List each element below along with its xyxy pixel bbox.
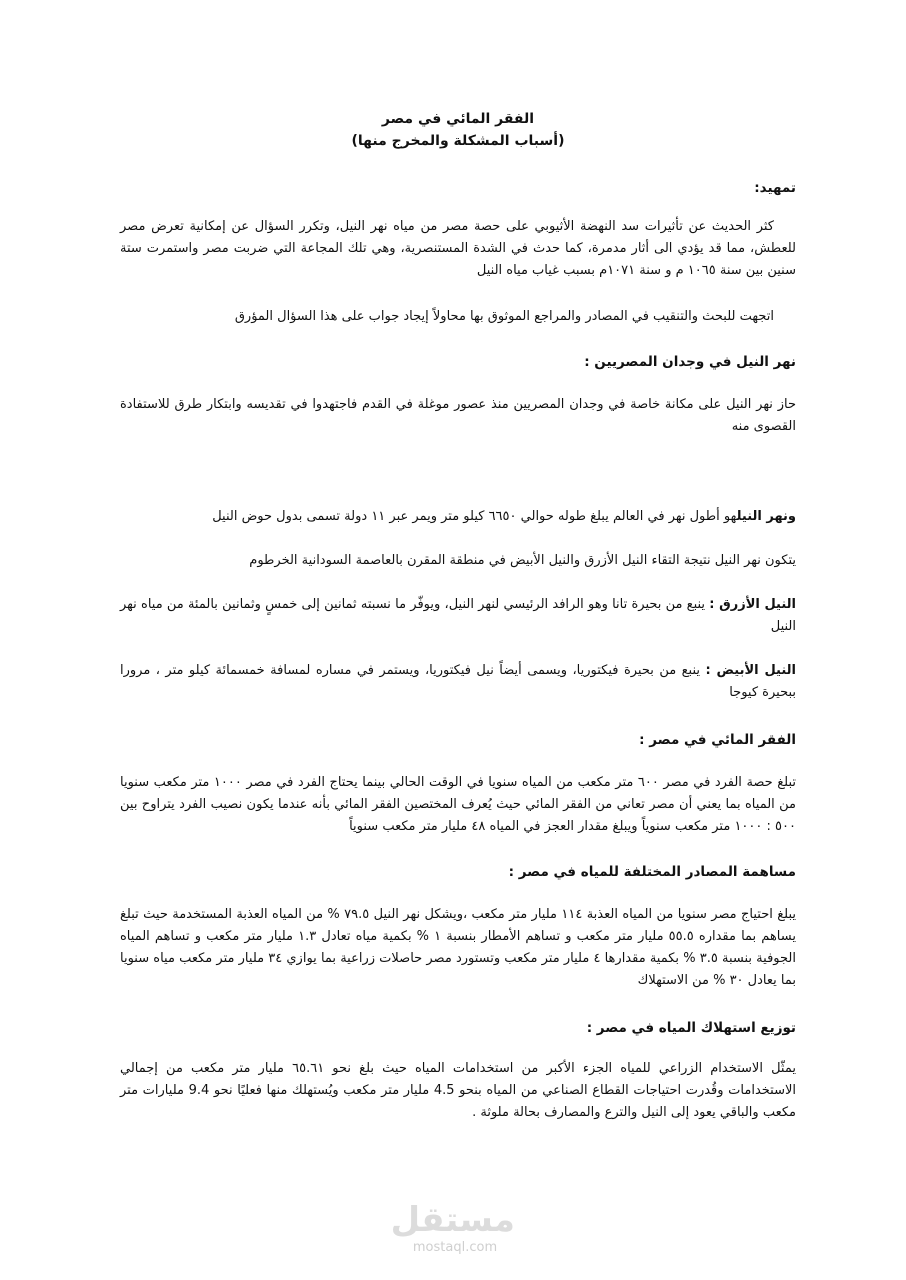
document-page [120, 108, 797, 1120]
mostaql-watermark [390, 1200, 515, 1262]
intro-paragraph: كثر الحديث عن تأثيرات سد النهضة الأثيوبي على حصة مصر من مياه نهر النيل، وتكرر السؤال عن إمكانية تعرض مصر للعطش، مما قد يؤدي الى أثار مدمرة، كما حدث في الشدة المستنصرية، وهي تلك المجاعة التي ضربت مصر واستمرت ستة سنين بين سنة ١٠٦٥ م و سنة ١٠٧١م بسبب غياب مياه النيل [120, 219, 796, 278]
blue-nile-lead: النيل الأزرق : [709, 597, 797, 612]
blue-nile-paragraph [120, 594, 796, 638]
white-nile-paragraph [120, 660, 796, 704]
nile-length-text: هو أطول نهر في العالم يبلغ طوله حوالي ٦٦٥٠ كيلو متر ويمر عبر ١١ دولة تسمى بدول حوض النيل [212, 509, 737, 524]
nile-lead: ونهر النيل [736, 509, 796, 524]
nile-length-paragraph [120, 506, 796, 528]
blue-nile-text: ينبع من بحيرة تانا وهو الرافد الرئيسي لنهر النيل، ويوفّر ما نسبته ثمانين إلى خمسٍ وثمانين بالمئة من مياه نهر النيل [120, 597, 796, 634]
section-heading-water-poverty: الفقر المائي في مصر : [639, 732, 796, 748]
water-sources-paragraph: يبلغ احتياج مصر سنويا من المياه العذبة ١١٤ مليار متر مكعب ،ويشكل نهر النيل ٧٩.٥ % من المياه العذبة المستخدمة حيث تبلغ يساهم بما مقداره ٥٥.٥ مليار متر مكعب و تساهم الأمطار بنسبة ١ % بكمية مياه تعادل ١.٣ مليار متر مكعب و تساهم المياه الجوفية بنسبة ٣.٥ % بكمية مقدارها ٤ مليار متر مكعب وتستورد مصر حاصلات زراعية بما يوازي ٣٤ مليار متر مكعب مياه سنويا بما يعادل ٣٠ % من الاستهلاك [120, 907, 797, 988]
nile-origin-paragraph: يتكون نهر النيل نتيجة التقاء النيل الأزرق والنيل الأبيض في منطقة المقرن بالعاصمة السودانية الخرطوم [249, 553, 796, 568]
section-heading-intro: تمهيد: [754, 180, 796, 196]
document-title: الفقر المائي في مصر [381, 111, 535, 127]
section-heading-consumption: توزيع استهلاك المياه في مصر : [586, 1020, 796, 1036]
section-heading-water-sources: مساهمة المصادر المختلفة للمياه في مصر : [508, 864, 796, 880]
white-nile-text: ينبع من بحيرة فيكتوريا، ويسمى أيضاً نيل فيكتوريا، ويستمر في مساره لمسافة خمسمائة كيلو متر ، مرورا ببحيرة كيوجا [120, 663, 796, 700]
water-poverty-paragraph: تبلغ حصة الفرد في مصر ٦٠٠ متر مكعب من المياه سنويا في الوقت الحالي بينما يحتاج الفرد في مصر ١٠٠٠ متر مكعب سنويا من المياه بما يعني أن مصر تعاني من الفقر المائي حيث يُعرف المختصين الفقر المائي بأنه عندما يكون نصيب الفرد يتراوح بين ٥٠٠ : ١٠٠٠ متر مكعب سنوياً ويبلغ مقدار العجز في المياه ٤٨ مليار متر مكعب سنوياً [120, 775, 796, 834]
document-subtitle: (أسباب المشكلة والمخرج منها) [351, 133, 565, 149]
intro-paragraph-2: اتجهت للبحث والتنقيب في المصادر والمراجع الموثوق بها محاولاً إيجاد جواب على هذا السؤال المؤرق [234, 309, 774, 324]
watermark-logo: مستقل [390, 1200, 515, 1240]
nile-paragraph: حاز نهر النيل على مكانة خاصة في وجدان المصريين منذ عصور موغلة في القدم فاجتهدوا في تقديسه وابتكار طرق للاستفادة القصوى منه [120, 397, 796, 434]
white-nile-lead: النيل الأبيض : [705, 663, 797, 678]
section-heading-nile: نهر النيل في وجدان المصريين : [584, 354, 796, 370]
consumption-paragraph: يمثّل الاستخدام الزراعي للمياه الجزء الأكبر من استخدامات المياه حيث بلغ نحو ٦٥.٦١ مليار متر مكعب من إجمالي الاستخدامات وقُدرت احتياجات القطاع الصناعي من المياه بنحو 4.5 مليار متر مكعب ويُستهلك منها فعليًا نحو 9.4 مليارات متر مكعب والباقي يعود إلى النيل والترع والمصارف بحالة ملوثة . [120, 1061, 797, 1120]
watermark-url: mostaql.com [412, 1240, 498, 1255]
